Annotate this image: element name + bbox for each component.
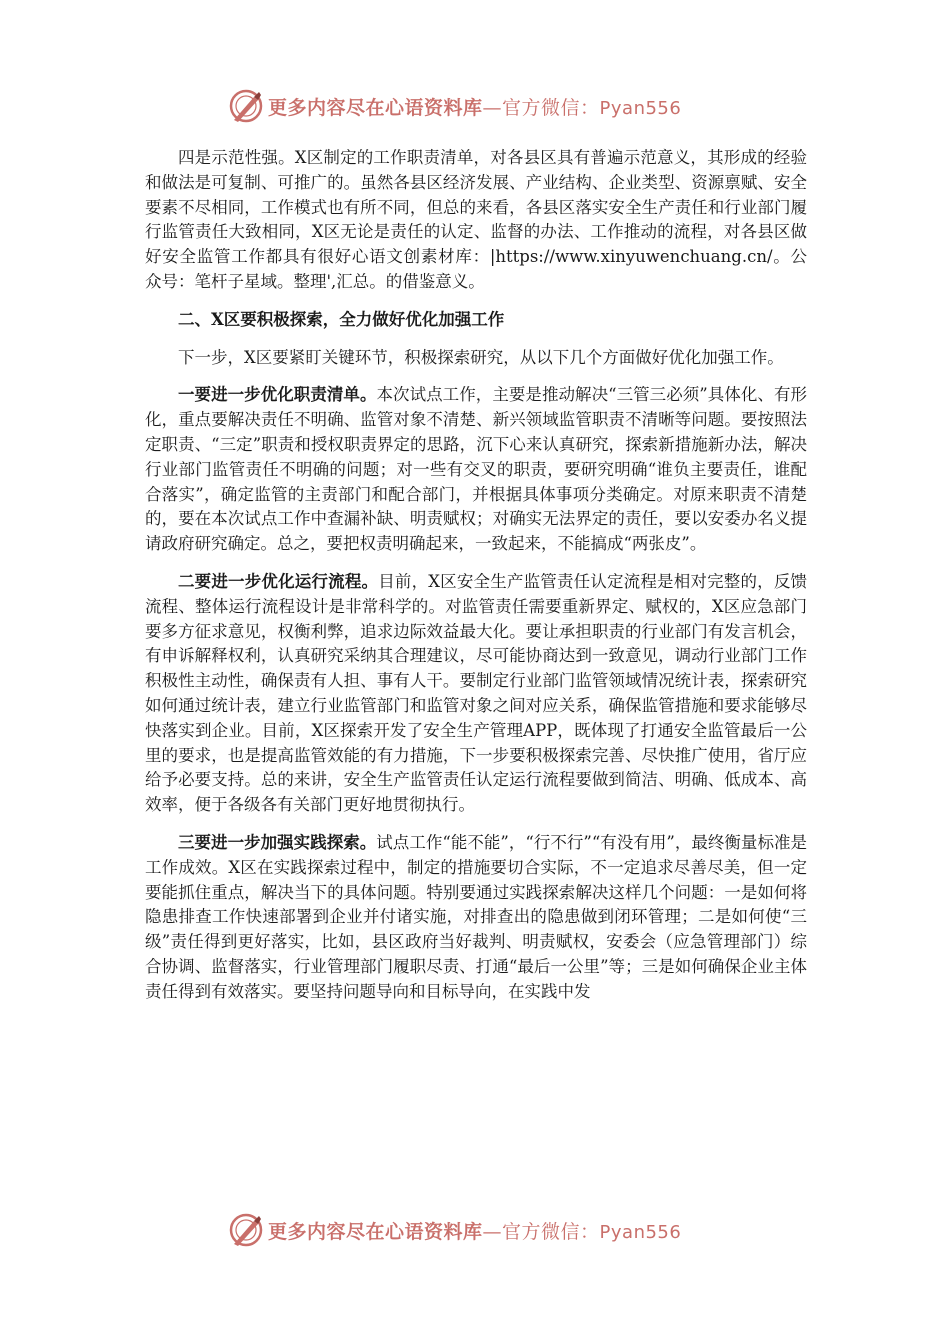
pen-logo-icon <box>228 88 264 124</box>
body-practice: 试点工作“能不能”，“行不行”“有没有用”，最终衡量标准是工作成效。X区在实践探索过程中，制定的措施要切合实际，不一定追求尽善尽美，但一定要能抓住重点，解决当下的具体问题。特别要通过实践探索解决这样几个问题：一是如何将隐患排查工作快速部署到企业并付诸实施，对排查出的隐患做到闭环管理；二是如何使“三级”责任得到更好落实，比如，县区政府当好裁判、明责赋权，安委会（应急管理部门）综合协调、监督落实，行业管理部门履职尽责、打通“最后一公里”等；三是如何确保企业主体责任得到有效落实。要坚持问题导向和目标导向，在实践中发 <box>145 832 807 1001</box>
watermark-wechat-label: 官方微信： <box>502 96 600 119</box>
watermark-wechat-label: 官方微信： <box>502 1220 600 1243</box>
lead-practice: 三要进一步加强实践探索。 <box>178 832 377 852</box>
paragraph-demonstration: 四是示范性强。X区制定的工作职责清单，对各县区具有普遍示范意义，其形成的经验和做法是可复制、可推广的。虽然各县区经济发展、产业结构、企业类型、资源禀赋、安全要素不尽相同，工作模式也有所不同，但总的来看，各县区落实安全生产责任和行业部门履行监管责任大致相同，X区无论是责任的认定、监督的办法、工作推动的流程，对各县区做好安全监管工作都具有很好心语文创素材库：|https://www.xinyuwenchuang.cn/。公众号：笔杆子星域。整理',汇总。的借鉴意义。 <box>145 148 807 291</box>
watermark-brand: 更多内容尽在心语资料库 <box>268 1220 483 1243</box>
watermark-text <box>268 93 681 120</box>
watermark-dash: — <box>482 1220 503 1243</box>
watermark-wechat-id: Pyan556 <box>599 97 682 119</box>
body-responsibility-list: 本次试点工作，主要是推动解决“三管三必须”具体化、有形化，重点要解决责任不明确、监管对象不清楚、新兴领域监管职责不清晰等问题。要按照法定职责、“三定”职责和授权职责界定的思路，沉下心来认真研究，探索新措施新办法，解决行业部门监管责任不明确的问题；对一些有交叉的职责，要研究明确“谁负主要责任，谁配合落实”，确定监管的主责部门和配合部门，并根据具体事项分类确定。对原来职责不清楚的，要在本次试点工作中查漏补缺、明责赋权；对确实无法界定的责任，要以安委办名义提请政府研究确定。总之，要把权责明确起来，一致起来，不能搞成“两张皮”。 <box>145 385 807 554</box>
paragraph-responsibility-list <box>145 383 807 557</box>
watermark-dash: — <box>482 96 503 119</box>
paragraph-next-step: 下一步，X区要紧盯关键环节，积极探索研究，从以下几个方面做好优化加强工作。 <box>178 347 784 367</box>
header-watermark <box>228 86 788 126</box>
pen-logo-icon <box>228 1212 264 1248</box>
lead-operation-flow: 二要进一步优化运行流程。 <box>178 571 379 591</box>
body-operation-flow: 目前，X区安全生产监管责任认定流程是相对完整的，反馈流程、整体运行流程设计是非常科学的。对监管责任需要重新界定、赋权的，X区应急部门要多方征求意见，权衡利弊，追求边际效益最大化。要让承担职责的行业部门有发言机会，有申诉解释权利，认真研究采纳其合理建议，尽可能协商达到一致意见，调动行业部门工作积极性主动性，确保责有人担、事有人干。要制定行业部门监管领域情况统计表，探索研究如何通过统计表，建立行业监管部门和监管对象之间对应关系，确保监管措施和要求能够尽快落实到企业。目前，X区探索开发了安全生产管理APP，既体现了打通安全监管最后一公里的要求，也是提高监管效能的有力措施，下一步要积极探索完善、尽快推广使用，省厅应给予必要支持。总的来讲，安全生产监管责任认定运行流程要做到简洁、明确、低成本、高效率，便于各级各有关部门更好地贯彻执行。 <box>145 571 808 815</box>
watermark-wechat-id: Pyan556 <box>599 1221 682 1243</box>
lead-responsibility-list: 一要进一步优化职责清单。 <box>178 385 377 405</box>
paragraph-practice <box>145 831 807 1005</box>
paragraph-operation-flow <box>145 570 807 818</box>
section-heading: 二、X区要积极探索，全力做好优化加强工作 <box>178 309 505 329</box>
watermark-brand: 更多内容尽在心语资料库 <box>268 96 483 119</box>
watermark-text <box>268 1217 681 1244</box>
footer-watermark <box>228 1210 788 1250</box>
document-body <box>145 146 807 1018</box>
